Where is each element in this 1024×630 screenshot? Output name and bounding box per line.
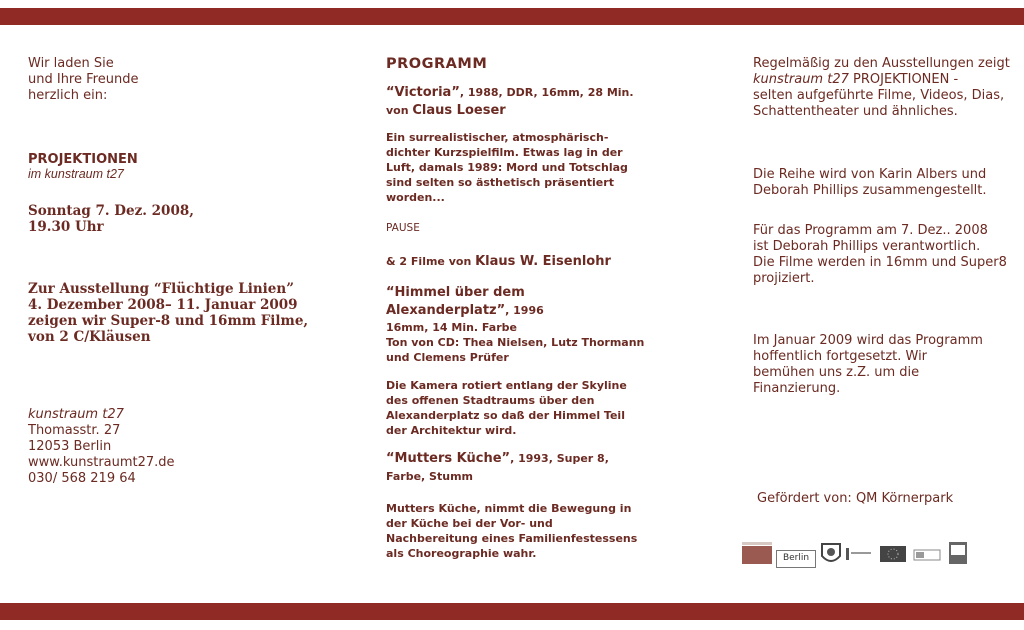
address-block: kunstraum t27 Thomasstr. 27 12053 Berlin www.kunstraumt27.de 030/ 568 219 64 bbox=[28, 407, 358, 487]
film-2-description: Die Kamera rotiert entlang der Skyline des offenen Stadtraums über den Alexanderplatz so daß der Himmel Teil der Architektur wird. bbox=[386, 379, 627, 437]
film-3-description: Mutters Küche, nimmt die Bewegung in der Küche bei der Vor- und Nachbereitung eines Familienfestessens als Choreographie wahr. bbox=[386, 502, 638, 560]
program-heading: PROGRAMM bbox=[386, 56, 488, 72]
top-band bbox=[0, 8, 1024, 25]
ministry-logo bbox=[844, 540, 874, 568]
phone-number: 030/ 568 219 64 bbox=[28, 471, 136, 486]
coat-of-arms-icon bbox=[820, 540, 842, 568]
column-info bbox=[753, 56, 1018, 507]
eu-flag-logo bbox=[878, 540, 908, 568]
column-invitation bbox=[28, 56, 358, 487]
film-2-meta: 16mm, 14 Min. Farbe Ton von CD: Thea Nielsen, Lutz Thormann und Clemens Prüfer bbox=[386, 321, 645, 364]
event-title: PROJEKTIONEN im kunstraum t27 bbox=[28, 152, 138, 181]
sponsor-text: Gefördert von: QM Körnerpark bbox=[757, 491, 954, 506]
event-date: Sonntag 7. Dez. 2008, 19.30 Uhr bbox=[28, 203, 194, 235]
quartiersmanagement-logo bbox=[740, 540, 774, 568]
bottom-band bbox=[0, 603, 1024, 620]
sponsor-logos bbox=[740, 540, 980, 570]
film-1-description: Ein surrealistischer, atmosphärisch- dichter Kurzspielfilm. Etwas lag in der Luft, damals 1989: Mord und Totschlag sind selten so ästhetisch präsentiert worden... bbox=[386, 131, 628, 204]
film-1: “Victoria”, 1988, DDR, 16mm, 28 Min. von Claus Loeser bbox=[386, 85, 634, 118]
january-note: Im Januar 2009 wird das Programm hoffentlich fortgesetzt. Wir bemühen uns z.Z. um die Finanzierung. bbox=[753, 333, 983, 396]
efre-logo bbox=[912, 540, 942, 568]
soziale-stadt-logo bbox=[946, 540, 970, 568]
intro-text: Regelmäßig zu den Ausstellungen zeigt kunstraum t27 PROJEKTIONEN - selten aufgeführte Filme, Videos, Dias, Schattentheater und ähnliches. bbox=[753, 56, 1010, 119]
pause-label: PAUSE bbox=[386, 222, 420, 234]
program-responsibility: Für das Programm am 7. Dez.. 2008 ist Deborah Phillips verantwortlich. Die Filme werden in 16mm und Super8 projiziert. bbox=[753, 223, 1007, 286]
website-link[interactable]: www.kunstraumt27.de bbox=[28, 455, 175, 470]
berlin-logo: Berlin bbox=[776, 550, 816, 568]
column-program bbox=[386, 56, 716, 561]
series-text: Die Reihe wird von Karin Albers und Deborah Phillips zusammengestellt. bbox=[753, 167, 987, 198]
exhibition-info: Zur Ausstellung “Flüchtige Linien” 4. Dezember 2008– 11. Januar 2009 zeigen wir Super-8 und 16mm Filme, von 2 C/Kläusen bbox=[28, 281, 309, 345]
film-3: “Mutters Küche”, 1993, Super 8, Farbe, Stumm bbox=[386, 451, 609, 483]
invite-text: Wir laden Sie und Ihre Freunde herzlich ein: bbox=[28, 56, 139, 103]
film-2: “Himmel über dem Alexanderplatz”, 1996 bbox=[386, 285, 544, 318]
two-films-by: & 2 Filme von Klaus W. Eisenlohr bbox=[386, 254, 611, 269]
